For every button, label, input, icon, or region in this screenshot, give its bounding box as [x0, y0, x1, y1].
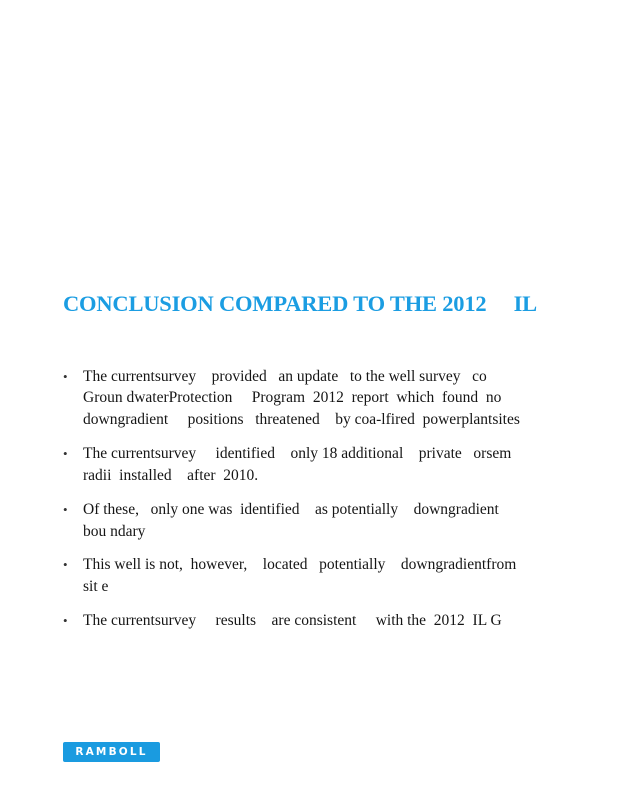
bullet-marker: • [63, 557, 68, 572]
bullet-1-line-3: downgradient positions threatened by coa‑lfired powerplantsites [83, 411, 520, 428]
bullet-marker: • [63, 446, 68, 461]
bullet-3-line-1: Of these, only one was identified as potentially downgradient [83, 501, 499, 518]
bullet-5-line-1: The currentsurvey results are consistent with the 2012 IL G [83, 612, 502, 629]
bullet-marker: • [63, 369, 68, 384]
slide-title-suffix: IL [513, 291, 537, 316]
slide-title-main: CONCLUSION COMPARED TO THE 2012 [63, 291, 487, 316]
bullet-3-line-2: bou ndary [83, 523, 146, 540]
bullet-marker: • [63, 613, 68, 628]
bullet-4-line-1: This well is not, however, located potentially downgradientfrom [83, 556, 517, 573]
bullet-4-line-2: sit e [83, 578, 109, 595]
bullet-marker: • [63, 502, 68, 517]
bullet-1-line-2: Groun dwaterProtection Program 2012 report which found no [83, 389, 502, 406]
bullet-1-line-1: The currentsurvey provided an update to the well survey co [83, 368, 487, 385]
bullet-2-line-2: radii installed after 2010. [83, 467, 259, 484]
ramboll-logo [63, 742, 160, 762]
bullet-2-line-1: The currentsurvey identified only 18 additional private orsem [83, 445, 512, 462]
ramboll-logo-text: RAMBOLL [75, 746, 148, 758]
